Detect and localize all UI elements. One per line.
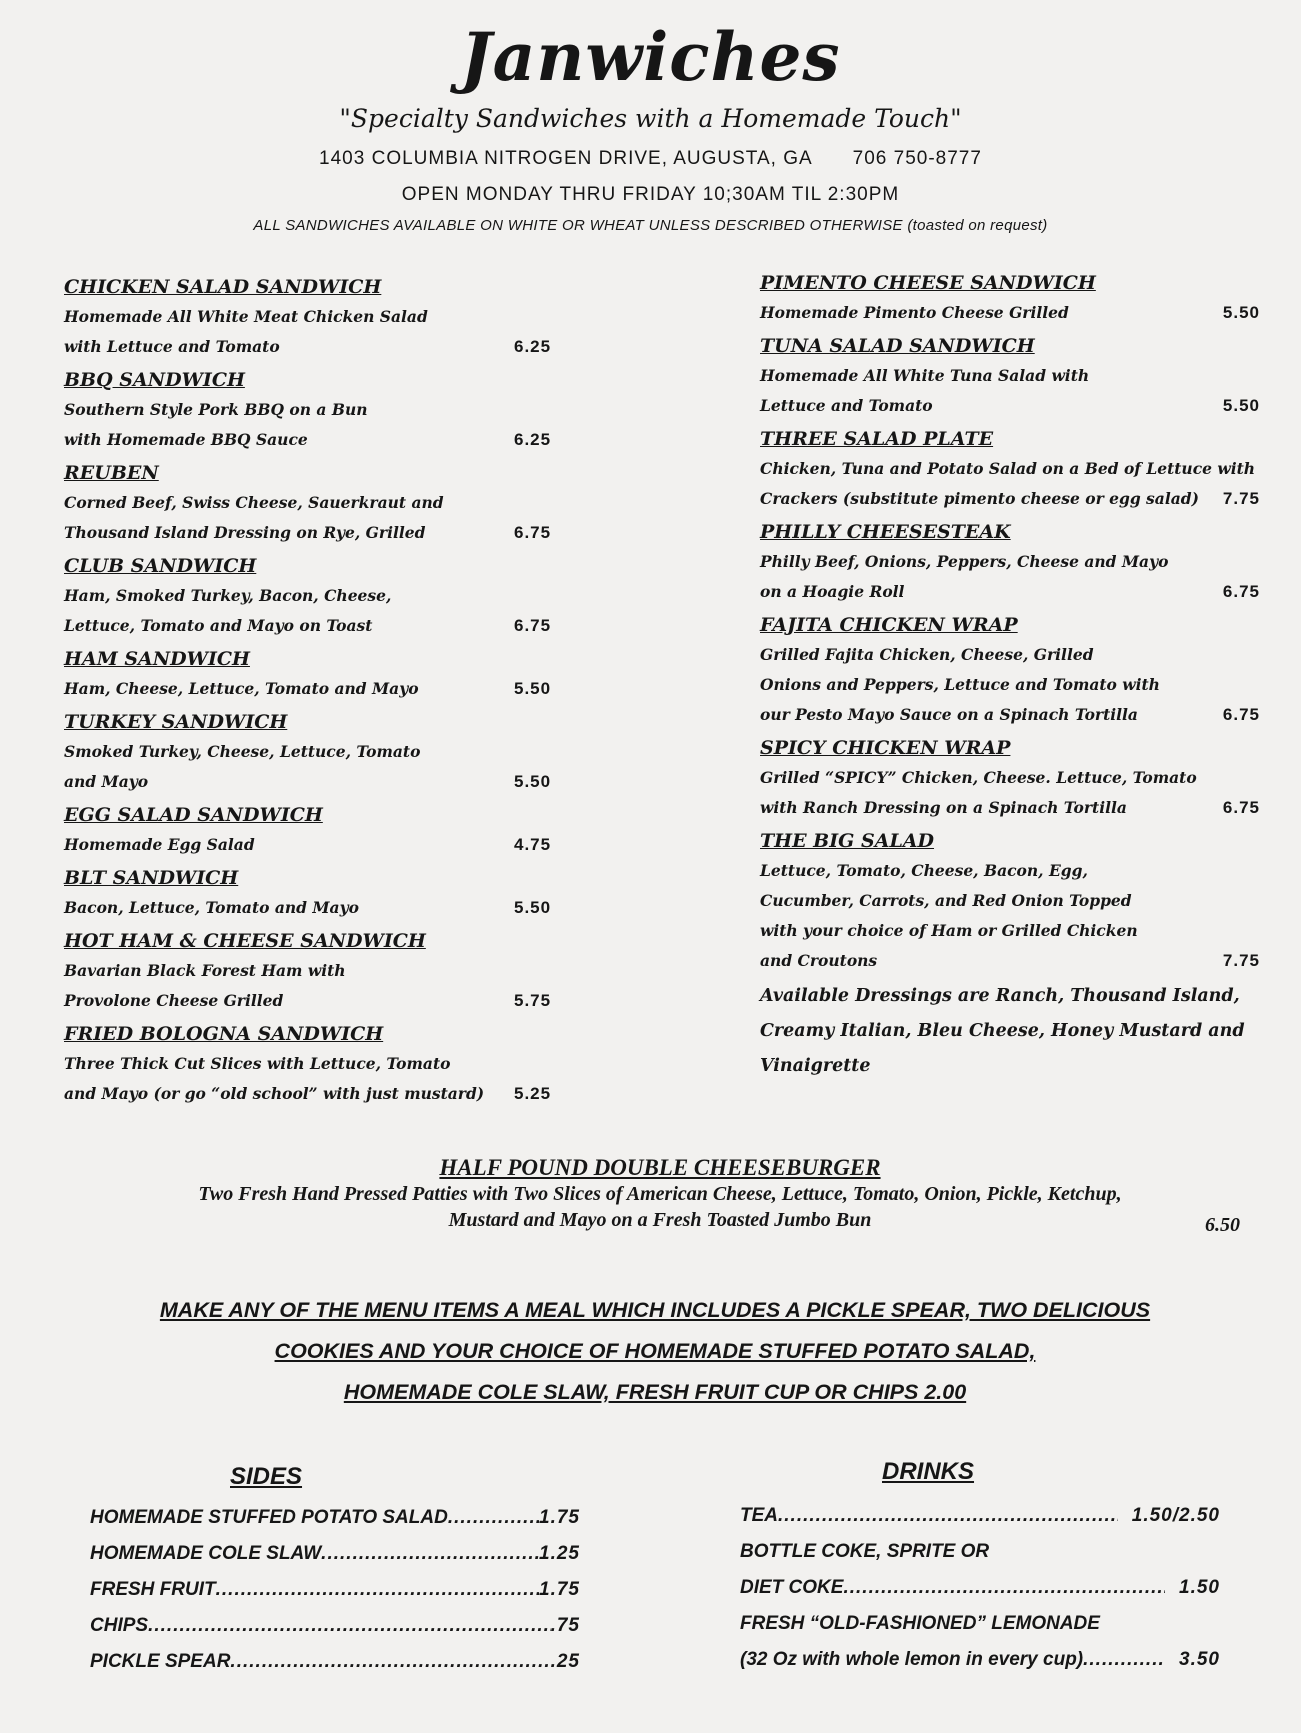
drink-label: BOTTLE COKE, SPRITE OR <box>740 1541 990 1562</box>
menu-item <box>64 458 584 548</box>
menu-item-name: THE BIG SALAD <box>760 830 935 852</box>
menu-item-price: 5.50 <box>514 772 552 791</box>
menu-item-name: FRIED BOLOGNA SANDWICH <box>64 1023 384 1045</box>
menu-item-description: Ham, Cheese, Lettuce, Tomato and Mayo <box>64 679 419 698</box>
menu-item-price: 6.75 <box>514 523 552 542</box>
menu-item-price: 6.75 <box>1222 798 1260 817</box>
menu-item-description: Provolone Cheese Grilled <box>64 991 284 1010</box>
phone: 706 750-8777 <box>852 148 982 169</box>
drink-label: (32 Oz with whole lemon in every cup) <box>740 1649 1084 1670</box>
menu-item-name: BLT SANDWICH <box>64 867 239 889</box>
menu-item-name: CHICKEN SALAD SANDWICH <box>64 276 382 298</box>
drink-row <box>740 1642 1220 1678</box>
drink-row <box>740 1534 1220 1570</box>
bread-note: ALL SANDWICHES AVAILABLE ON WHITE OR WHEAT UNLESS DESCRIBED OTHERWISE (toasted on request) <box>253 217 1048 234</box>
menu-item-price: 5.25 <box>514 1084 552 1103</box>
menu-item-name: FAJITA CHICKEN WRAP <box>760 614 1018 636</box>
menu-item-description: Lettuce, Tomato, Cheese, Bacon, Egg, <box>760 861 1088 880</box>
drinks-heading: DRINKS <box>882 1458 975 1485</box>
drinks-list <box>740 1498 1220 1678</box>
leader-dots <box>216 1572 539 1608</box>
side-price: 1.75 <box>539 1507 580 1528</box>
side-price: .75 <box>550 1615 580 1636</box>
side-label: FRESH FRUIT <box>90 1579 216 1600</box>
drink-label: DIET COKE <box>740 1577 844 1598</box>
menu-item-description: Southern Style Pork BBQ on a Bun <box>64 400 368 419</box>
side-row <box>90 1644 580 1680</box>
menu-item-price: 5.50 <box>514 679 552 698</box>
sides-list <box>90 1500 580 1680</box>
hours: OPEN MONDAY THRU FRIDAY 10;30AM TIL 2:30PM <box>401 184 900 205</box>
meal-line: COOKIES AND YOUR CHOICE OF HOMEMADE STUFFED POTATO SALAD, <box>274 1339 1036 1363</box>
cheeseburger-title: HALF POUND DOUBLE CHEESEBURGER <box>439 1155 881 1180</box>
menu-item-price: 6.75 <box>514 616 552 635</box>
drink-label: TEA <box>740 1505 778 1526</box>
menu-item-description: Ham, Smoked Turkey, Bacon, Cheese, <box>64 586 392 605</box>
menu-item-description: Corned Beef, Swiss Cheese, Sauerkraut and <box>64 493 444 512</box>
menu-item-price: 4.75 <box>514 835 552 854</box>
menu-item-price: 6.25 <box>514 337 552 356</box>
menu-item-price: 7.75 <box>1222 951 1260 970</box>
menu-item <box>760 610 1260 730</box>
drink-row <box>740 1570 1220 1606</box>
menu-item-description: with Lettuce and Tomato <box>64 337 280 356</box>
menu-item-name: PHILLY CHEESESTEAK <box>760 521 1011 543</box>
menu-item-name: BBQ SANDWICH <box>64 369 245 391</box>
menu-item <box>64 800 584 860</box>
meal-line: MAKE ANY OF THE MENU ITEMS A MEAL WHICH INCLUDES A PICKLE SPEAR, TWO DELICIOUS <box>159 1298 1151 1322</box>
left-menu-column <box>64 272 584 1112</box>
drink-price: 1.50/2.50 <box>1131 1505 1220 1526</box>
side-row <box>90 1572 580 1608</box>
menu-item-description: Onions and Peppers, Lettuce and Tomato with <box>760 675 1160 694</box>
menu-item <box>760 268 1260 328</box>
menu-item-description: Smoked Turkey, Cheese, Lettuce, Tomato <box>64 742 421 761</box>
menu-item-description: Bacon, Lettuce, Tomato and Mayo <box>64 898 359 917</box>
menu-item-name: HAM SANDWICH <box>64 648 250 670</box>
dressings-line: Available Dressings are Ranch, Thousand Island, <box>760 986 1240 1006</box>
right-items <box>760 268 1260 976</box>
leader-dots <box>148 1608 551 1644</box>
menu-item-description: Grilled “SPICY” Chicken, Cheese. Lettuce, Tomato <box>760 768 1197 787</box>
menu-item <box>64 365 584 455</box>
menu-item-name: SPICY CHICKEN WRAP <box>760 737 1011 759</box>
menu-item-name: HOT HAM & CHEESE SANDWICH <box>64 930 426 952</box>
menu-item <box>64 926 584 1016</box>
menu-item <box>760 826 1260 976</box>
side-price: 1.25 <box>539 1543 580 1564</box>
drink-price: 3.50 <box>1179 1649 1220 1670</box>
menu-item-description: Lettuce, Tomato and Mayo on Toast <box>64 616 373 635</box>
side-price: 1.75 <box>539 1579 580 1600</box>
menu-item-name: CLUB SANDWICH <box>64 555 257 577</box>
side-row <box>90 1608 580 1644</box>
menu-item-name: TURKEY SANDWICH <box>64 711 288 733</box>
menu-item-name: TUNA SALAD SANDWICH <box>760 335 1035 357</box>
restaurant-title: Janwiches <box>460 18 841 96</box>
dressings-line: Creamy Italian, Bleu Cheese, Honey Mustard and <box>760 1021 1245 1041</box>
menu-item-description: Thousand Island Dressing on Rye, Grilled <box>64 523 426 542</box>
drink-label: FRESH “OLD-FASHIONED” LEMONADE <box>740 1613 1100 1634</box>
menu-item-description: and Croutons <box>760 951 878 970</box>
menu-item-description: with your choice of Ham or Grilled Chicken <box>760 921 1138 940</box>
menu-item-name: EGG SALAD SANDWICH <box>64 804 323 826</box>
menu-item-description: Three Thick Cut Slices with Lettuce, Tomato <box>64 1054 451 1073</box>
menu-item-price: 6.75 <box>1222 582 1260 601</box>
cheeseburger-price: 6.50 <box>1205 1214 1240 1236</box>
menu-item-description: Philly Beef, Onions, Peppers, Cheese and Mayo <box>760 552 1169 571</box>
menu-item-price: 5.50 <box>1222 303 1260 322</box>
menu-item <box>760 331 1260 421</box>
menu-item-description: with Homemade BBQ Sauce <box>64 430 308 449</box>
menu-item-description: Grilled Fajita Chicken, Cheese, Grilled <box>760 645 1094 664</box>
menu-item <box>760 733 1260 823</box>
menu-item-description: Lettuce and Tomato <box>760 396 933 415</box>
menu-item-description: Chicken, Tuna and Potato Salad on a Bed of Lettuce with <box>760 459 1256 478</box>
menu-item <box>64 1019 584 1109</box>
tagline: "Specialty Sandwiches with a Homemade Touch" <box>339 104 962 133</box>
dressings-note <box>760 979 1260 1084</box>
leader-dots <box>778 1498 1118 1534</box>
menu-item <box>64 551 584 641</box>
meal-line: HOMEMADE COLE SLAW, FRESH FRUIT CUP OR CHIPS 2.00 <box>343 1380 967 1404</box>
dressings-line: Vinaigrette <box>760 1056 871 1076</box>
side-label: PICKLE SPEAR <box>90 1651 231 1672</box>
menu-item-description: and Mayo <box>64 772 149 791</box>
side-label: HOMEMADE COLE SLAW <box>90 1543 322 1564</box>
menu-item-description: and Mayo (or go “old school” with just mustard) <box>64 1084 485 1103</box>
menu-item-price: 5.75 <box>514 991 552 1010</box>
side-row <box>90 1500 580 1536</box>
menu-item <box>64 644 584 704</box>
menu-item-description: Homemade Pimento Cheese Grilled <box>760 303 1069 322</box>
cheeseburger-section <box>80 1155 1240 1236</box>
leader-dots <box>843 1570 1165 1606</box>
menu-item-description: on a Hoagie Roll <box>760 582 905 601</box>
drink-price: 1.50 <box>1179 1577 1220 1598</box>
meal-deal-note <box>90 1290 1220 1413</box>
menu-item-price: 6.25 <box>514 430 552 449</box>
leader-dots <box>1083 1642 1165 1678</box>
cheeseburger-desc: Mustard and Mayo on a Fresh Toasted Jumbo Bun <box>448 1209 872 1231</box>
menu-item <box>64 272 584 362</box>
menu-item-price: 6.75 <box>1222 705 1260 724</box>
menu-item-price: 7.75 <box>1222 489 1260 508</box>
menu-item <box>760 517 1260 607</box>
menu-item <box>64 707 584 797</box>
menu-item-price: 5.50 <box>514 898 552 917</box>
leader-dots <box>230 1644 550 1680</box>
menu-item-description: our Pesto Mayo Sauce on a Spinach Tortilla <box>760 705 1138 724</box>
menu-item-name: REUBEN <box>64 462 159 484</box>
leader-dots <box>321 1536 539 1572</box>
menu-item-description: Cucumber, Carrots, and Red Onion Topped <box>760 891 1132 910</box>
side-label: HOMEMADE STUFFED POTATO SALAD <box>90 1507 448 1528</box>
menu-item-name: PIMENTO CHEESE SANDWICH <box>760 272 1096 294</box>
menu-item <box>760 424 1260 514</box>
sides-heading: SIDES <box>230 1463 303 1490</box>
cheeseburger-desc: Two Fresh Hand Pressed Patties with Two Slices of American Cheese, Lettuce, Tomato, Onion, Pickle, Ketchup, <box>198 1183 1122 1205</box>
menu-item-description: with Ranch Dressing on a Spinach Tortilla <box>760 798 1127 817</box>
address: 1403 COLUMBIA NITROGEN DRIVE, AUGUSTA, GA <box>319 148 813 169</box>
menu-item-description: Homemade Egg Salad <box>64 835 255 854</box>
right-menu-column <box>760 268 1260 1084</box>
address-line <box>0 148 1301 170</box>
drink-row <box>740 1606 1220 1642</box>
menu-item-price: 5.50 <box>1222 396 1260 415</box>
menu-item-description: Bavarian Black Forest Ham with <box>64 961 346 980</box>
side-label: CHIPS <box>90 1615 149 1636</box>
menu-item-description: Crackers (substitute pimento cheese or egg salad) <box>760 489 1199 508</box>
drink-row <box>740 1498 1220 1534</box>
menu-item-description: Homemade All White Meat Chicken Salad <box>64 307 428 326</box>
leader-dots <box>448 1500 539 1536</box>
menu-item-name: THREE SALAD PLATE <box>760 428 994 450</box>
side-row <box>90 1536 580 1572</box>
menu-item-description: Homemade All White Tuna Salad with <box>760 366 1090 385</box>
menu-item <box>64 863 584 923</box>
side-price: .25 <box>550 1651 580 1672</box>
